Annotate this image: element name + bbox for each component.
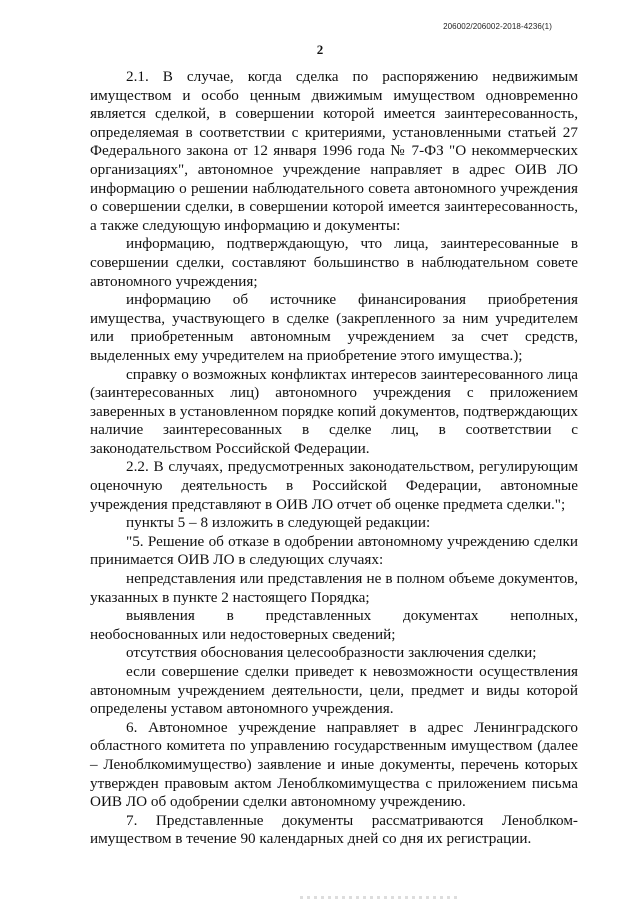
scan-artifact (300, 896, 460, 899)
paragraph-info-financing: информацию об источнике финансирования приобретения имущества, участвующего в сделке (закрепленного за ним учредителем или приобретенным автономным учреждением за счет средств, выделенных ему учредителем на приобретение этого имущества.); (90, 291, 578, 364)
paragraph-conflict-certificate: справку о возможных конфликтах интересов заинтересованного лица (заинтересованных лиц) автономного учреждения с приложением заверенных в установленном порядке копий документов, подтверждающих наличие заинтересованных в сделке лиц, в соответствии с законодательством Российской Федерации. (90, 365, 578, 457)
paragraph-2-2: 2.2. В случаях, предусмотренных законодательством, регулирующим оценочную деятельность в Российской Федерации, автономные учреждения представляют в ОИВ ЛО отчет об оценке предмета сделки."; (90, 458, 578, 513)
document-id: 206002/206002-2018-4236(1) (443, 22, 552, 31)
paragraph-5-case-unreliable: выявления в представленных документах неполных, необоснованных или недостоверных сведений; (90, 607, 578, 643)
paragraph-5: "5. Решение об отказе в одобрении автономному учреждению сделки принимается ОИВ ЛО в следующих случаях: (90, 532, 578, 569)
paragraph-info-majority: информацию, подтверждающую, что лица, заинтересованные в совершении сделки, составляют большинство в наблюдательном совете автономного учреждения; (90, 235, 578, 290)
paragraph-5-case-no-justification: отсутствия обоснования целесообразности заключения сделки; (126, 644, 537, 662)
paragraph-7: 7. Представленные документы рассматриваются Леноблком-имуществом в течение 90 календарных дней со дня их регистрации. (90, 811, 578, 848)
paragraph-items-5-8: пункты 5 – 8 изложить в следующей редакции: (126, 514, 431, 532)
paragraph-6: 6. Автономное учреждение направляет в адрес Ленинградского областного комитета по управлению государственным имуществом (далее – Леноблкомимущество) заявление и иные документы, перечень которых утвержден правовым актом Леноблкомимущества с приложением письма ОИВ ЛО об одобрении сделки автономному учреждению. (90, 718, 578, 811)
paragraph-2-1: 2.1. В случае, когда сделка по распоряжению недвижимым имуществом и особо ценным движимым имуществом одновременно является сделкой, в совершении которой имеется заинтересованность, определяемая в соответствии с критериями, установленными статьей 27 Федерального закона от 12 января 1996 года № 7-ФЗ "О некоммерческих организациях", автономное учреждение направляет в адрес ОИВ ЛО информацию о решении наблюдательного совета автономного учреждения о совершении сделки, в совершении которой имеется заинтересованность, а также следующую информацию и документы: (90, 68, 578, 234)
paragraph-5-case-incomplete: непредставления или представления не в полном объеме документов, указанных в пункте 2 настоящего Порядка; (90, 570, 578, 606)
paragraph-5-case-impossibility: если совершение сделки приведет к невозможности осуществления автономным учреждением деятельности, цели, предмет и виды которой определены уставом автономного учреждения. (90, 663, 578, 718)
document-body (90, 68, 578, 849)
page-number: 2 (316, 42, 324, 57)
